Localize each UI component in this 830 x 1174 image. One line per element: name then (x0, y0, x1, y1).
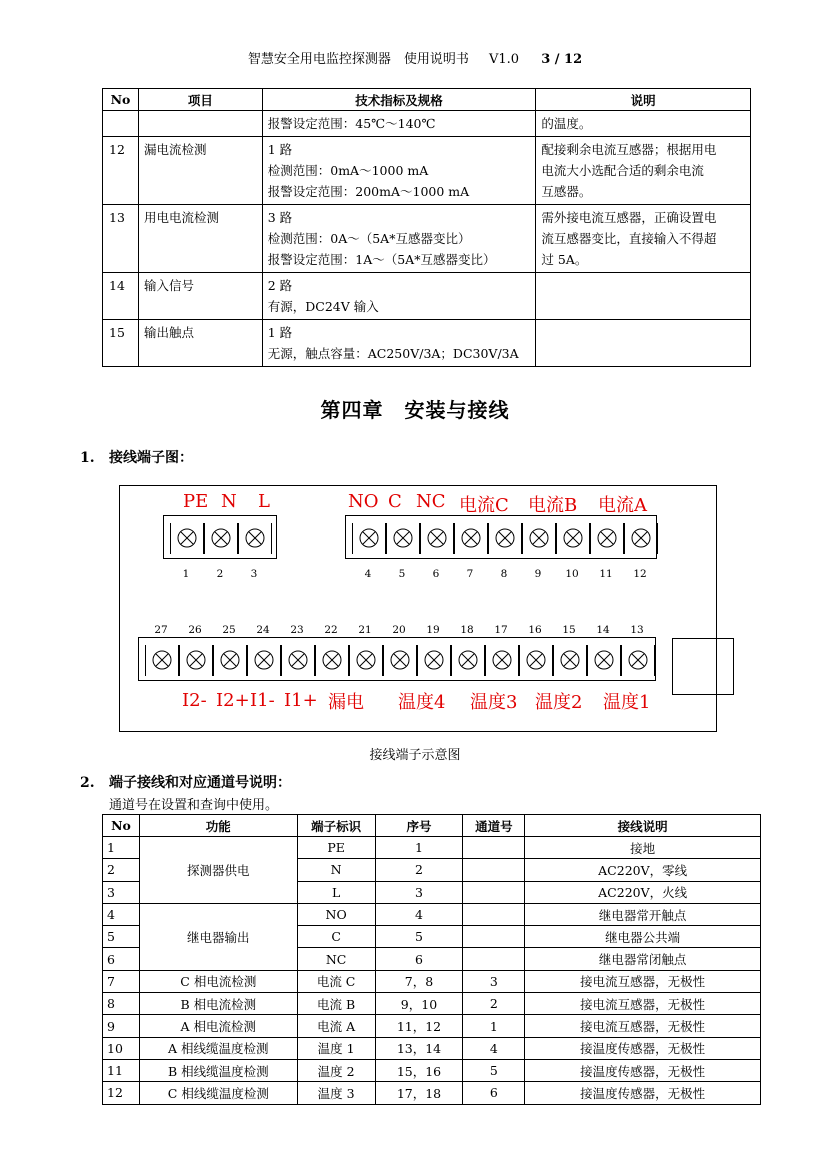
row-terminal: PE (297, 837, 375, 859)
row-function: 继电器输出 (139, 903, 297, 970)
spec-line: 检测范围：0mA～1000 mA (267, 163, 429, 178)
row-channel: 6 (463, 1082, 525, 1104)
label-i2-plus: I2+ (216, 690, 250, 711)
row-channel: 2 (463, 993, 525, 1015)
spec-detail (262, 137, 536, 205)
terminal-cell (383, 645, 417, 676)
row-channel: 5 (463, 1059, 525, 1081)
label-l: L (258, 491, 270, 512)
spec-no: 14 (103, 273, 139, 320)
terminal-cell (519, 645, 553, 676)
table-row (103, 137, 751, 205)
spec-line: 有源，DC24V 输入 (267, 299, 379, 314)
terminal-cell (247, 645, 281, 676)
terminal-number: 16 (528, 624, 542, 636)
row-channel: 1 (463, 1015, 525, 1037)
table-row (103, 111, 751, 137)
terminal-number: 5 (398, 568, 406, 580)
row-function: C 相线缆温度检测 (139, 1082, 297, 1104)
row-no: 6 (103, 948, 140, 970)
row-channel (463, 859, 525, 881)
wiring-table (102, 814, 761, 1105)
table-row (103, 1059, 761, 1081)
terminal-screw-icon (492, 650, 512, 670)
row-seq: 9，10 (375, 993, 463, 1015)
spec-note (536, 205, 751, 273)
spec-detail (262, 111, 536, 137)
spec-detail (262, 273, 536, 320)
terminal-screw-icon (529, 528, 549, 548)
row-desc: AC220V，零线 (525, 859, 761, 881)
row-desc: 继电器公共端 (525, 926, 761, 948)
row-desc: 接电流互感器，无极性 (525, 993, 761, 1015)
row-seq: 6 (375, 948, 463, 970)
row-channel: 3 (463, 970, 525, 992)
spec-item: 输入信号 (138, 273, 262, 320)
note-line: 过 5A。 (541, 252, 588, 267)
terminal-strip-top-left (163, 515, 277, 559)
terminal-cell (352, 523, 386, 554)
spec-item (138, 111, 262, 137)
row-terminal: 温度 1 (297, 1037, 375, 1059)
label-nc: NC (416, 491, 446, 512)
terminal-cell (315, 645, 349, 676)
terminal-screw-icon (245, 528, 265, 548)
row-no: 12 (103, 1082, 140, 1104)
row-function: B 相电流检测 (139, 993, 297, 1015)
terminal-screw-icon (424, 650, 444, 670)
wiring-header-no: No (103, 815, 140, 837)
page-header (0, 48, 830, 67)
terminal-screw-icon (177, 528, 197, 548)
terminal-screw-icon (356, 650, 376, 670)
row-no: 7 (103, 970, 140, 992)
row-desc: AC220V，火线 (525, 881, 761, 903)
label-n: N (221, 491, 237, 512)
row-no: 4 (103, 903, 140, 925)
terminal-cell (386, 523, 420, 554)
label-temp-3: 温度3 (470, 692, 518, 713)
label-current-b: 电流B (528, 495, 578, 516)
terminal-number: 14 (596, 624, 610, 636)
row-no: 1 (103, 837, 140, 859)
wiring-header-desc: 接线说明 (525, 815, 761, 837)
table-row (103, 837, 761, 859)
terminal-number: 7 (466, 568, 474, 580)
label-current-a: 电流A (598, 495, 647, 516)
terminal-number: 11 (599, 568, 613, 580)
note-line: 配接剩余电流互感器；根据用电 (541, 142, 717, 157)
terminal-cell (420, 523, 454, 554)
terminal-number: 24 (256, 624, 270, 636)
section-1-heading (80, 447, 193, 467)
row-no: 2 (103, 859, 140, 881)
wiring-body (103, 837, 761, 1105)
terminal-screw-icon (560, 650, 580, 670)
wiring-header-function: 功能 (139, 815, 297, 837)
spec-item: 输出触点 (138, 320, 262, 367)
terminal-screw-icon (594, 650, 614, 670)
row-desc: 继电器常闭触点 (525, 948, 761, 970)
terminal-cell (556, 523, 590, 554)
row-seq: 7，8 (375, 970, 463, 992)
row-desc: 接温度传感器，无极性 (525, 1082, 761, 1104)
section-2-heading (80, 772, 291, 792)
terminal-screw-icon (186, 650, 206, 670)
label-c: C (388, 491, 402, 512)
terminal-cell (179, 645, 213, 676)
section-2-number: 2. (80, 775, 95, 791)
spec-header-note: 说明 (536, 89, 751, 111)
row-seq: 1 (375, 837, 463, 859)
terminal-number: 4 (364, 568, 372, 580)
table-row (103, 320, 751, 367)
terminal-screw-icon (495, 528, 515, 548)
table-row (103, 970, 761, 992)
terminal-number: 10 (565, 568, 579, 580)
terminal-cell (417, 645, 451, 676)
terminal-number: 12 (633, 568, 647, 580)
table-row (103, 903, 761, 925)
terminal-diagram (119, 485, 717, 732)
terminal-screw-icon (211, 528, 231, 548)
terminal-screw-icon (597, 528, 617, 548)
row-terminal: 温度 2 (297, 1059, 375, 1081)
terminal-cell (587, 645, 621, 676)
terminal-cell (281, 645, 315, 676)
spec-line: 3 路 (267, 210, 293, 225)
table-row (103, 273, 751, 320)
label-i2-minus: I2- (182, 690, 207, 711)
section-1-number: 1. (80, 450, 95, 466)
row-terminal: NC (297, 948, 375, 970)
terminal-cell (170, 523, 204, 554)
label-no: NO (348, 491, 379, 512)
chapter-title: 第四章 安装与接线 (320, 398, 510, 422)
spec-table (102, 88, 751, 367)
terminal-number: 18 (460, 624, 474, 636)
terminal-number: 23 (290, 624, 304, 636)
terminal-screw-icon (359, 528, 379, 548)
spec-line: 1 路 (267, 142, 293, 157)
terminal-cell (204, 523, 238, 554)
label-i1-minus: I1- (250, 690, 275, 711)
terminal-cell (485, 645, 519, 676)
spec-item: 漏电流检测 (138, 137, 262, 205)
spec-note (536, 111, 751, 137)
row-terminal: N (297, 859, 375, 881)
terminal-number: 15 (562, 624, 576, 636)
section-2-subtitle: 通道号在设置和查询中使用。 (109, 798, 279, 813)
terminal-strip-top-right (345, 515, 657, 559)
row-no: 8 (103, 993, 140, 1015)
terminal-screw-icon (427, 528, 447, 548)
terminal-screw-icon (526, 650, 546, 670)
terminal-screw-icon (322, 650, 342, 670)
terminal-screw-icon (220, 650, 240, 670)
terminal-number: 19 (426, 624, 440, 636)
terminal-cell (454, 523, 488, 554)
section-1-title: 接线端子图： (109, 450, 193, 466)
terminal-number: 13 (630, 624, 644, 636)
page-number: 3 / 12 (541, 52, 583, 67)
note-line: 流互感器变比，直接输入不得超 (541, 231, 717, 246)
spec-note (536, 137, 751, 205)
terminal-screw-icon (288, 650, 308, 670)
row-terminal: 电流 A (297, 1015, 375, 1037)
spec-line: 报警设定范围：1A～（5A*互感器变比） (267, 252, 496, 267)
terminal-cell (451, 645, 485, 676)
row-no: 11 (103, 1059, 140, 1081)
spec-line: 报警设定范围：45℃～140℃ (267, 116, 436, 131)
row-channel (463, 948, 525, 970)
spec-header-spec: 技术指标及规格 (262, 89, 536, 111)
doc-title: 智慧安全用电监控探测器 使用说明书 (247, 52, 469, 67)
row-desc: 接地 (525, 837, 761, 859)
row-seq: 4 (375, 903, 463, 925)
spec-detail (262, 320, 536, 367)
row-terminal: C (297, 926, 375, 948)
spec-note (536, 273, 751, 320)
row-seq: 13，14 (375, 1037, 463, 1059)
spec-line: 检测范围：0A～（5A*互感器变比） (267, 231, 471, 246)
terminal-cell (522, 523, 556, 554)
terminal-number: 27 (154, 624, 168, 636)
terminal-number: 9 (534, 568, 542, 580)
terminal-cell (624, 523, 658, 554)
row-channel (463, 837, 525, 859)
table-row (103, 205, 751, 273)
row-channel (463, 926, 525, 948)
row-function: A 相线缆温度检测 (139, 1037, 297, 1059)
side-block (672, 638, 734, 695)
terminal-screw-icon (254, 650, 274, 670)
row-function: 探测器供电 (139, 837, 297, 904)
label-leakage: 漏电 (328, 692, 364, 713)
terminal-cell (621, 645, 655, 676)
label-i1-plus: I1+ (284, 690, 318, 711)
terminal-cell (145, 645, 179, 676)
section-2-title: 端子接线和对应通道号说明： (109, 775, 291, 791)
terminal-screw-icon (152, 650, 172, 670)
row-seq: 17，18 (375, 1082, 463, 1104)
terminal-screw-icon (631, 528, 651, 548)
terminal-number: 8 (500, 568, 508, 580)
row-desc: 接温度传感器，无极性 (525, 1059, 761, 1081)
terminal-screw-icon (563, 528, 583, 548)
note-line: 电流大小选配合适的剩余电流 (541, 163, 704, 178)
terminal-number: 6 (432, 568, 440, 580)
row-no: 3 (103, 881, 140, 903)
doc-version: V1.0 (489, 52, 520, 67)
spec-item: 用电电流检测 (138, 205, 262, 273)
terminal-screw-icon (628, 650, 648, 670)
table-row (103, 1037, 761, 1059)
row-terminal: L (297, 881, 375, 903)
row-no: 9 (103, 1015, 140, 1037)
diagram-caption: 接线端子示意图 (369, 748, 461, 763)
row-terminal: 电流 B (297, 993, 375, 1015)
terminal-cell (488, 523, 522, 554)
spec-no: 12 (103, 137, 139, 205)
spec-line: 2 路 (267, 278, 293, 293)
terminal-number: 2 (216, 568, 224, 580)
row-channel: 4 (463, 1037, 525, 1059)
spec-header-row (103, 89, 751, 111)
row-seq: 11，12 (375, 1015, 463, 1037)
row-terminal: 电流 C (297, 970, 375, 992)
row-function: C 相电流检测 (139, 970, 297, 992)
terminal-cell (553, 645, 587, 676)
row-no: 10 (103, 1037, 140, 1059)
label-current-c: 电流C (459, 495, 509, 516)
terminal-number: 3 (250, 568, 258, 580)
row-function: A 相电流检测 (139, 1015, 297, 1037)
terminal-screw-icon (458, 650, 478, 670)
wiring-header-seq: 序号 (375, 815, 463, 837)
terminal-number: 17 (494, 624, 508, 636)
spec-no: 13 (103, 205, 139, 273)
wiring-header-terminal: 端子标识 (297, 815, 375, 837)
spec-line: 1 路 (267, 325, 293, 340)
label-temp-4: 温度4 (398, 692, 446, 713)
terminal-screw-icon (393, 528, 413, 548)
terminal-cell (590, 523, 624, 554)
terminal-number: 25 (222, 624, 236, 636)
label-temp-2: 温度2 (535, 692, 583, 713)
spec-line: 报警设定范围：200mA～1000 mA (267, 184, 470, 199)
spec-no: 15 (103, 320, 139, 367)
terminal-number: 26 (188, 624, 202, 636)
row-terminal: NO (297, 903, 375, 925)
note-line: 的温度。 (541, 116, 592, 131)
row-seq: 3 (375, 881, 463, 903)
label-pe: PE (183, 491, 209, 512)
note-line: 互感器。 (541, 184, 592, 199)
row-seq: 5 (375, 926, 463, 948)
spec-detail (262, 205, 536, 273)
row-desc: 接电流互感器，无极性 (525, 1015, 761, 1037)
row-desc: 接温度传感器，无极性 (525, 1037, 761, 1059)
row-desc: 继电器常开触点 (525, 903, 761, 925)
row-seq: 2 (375, 859, 463, 881)
label-temp-1: 温度1 (603, 692, 651, 713)
note-line: 需外接电流互感器，正确设置电 (541, 210, 717, 225)
spec-header-item: 项目 (138, 89, 262, 111)
row-channel (463, 881, 525, 903)
terminal-cell (213, 645, 247, 676)
table-row (103, 1015, 761, 1037)
row-desc: 接电流互感器，无极性 (525, 970, 761, 992)
terminal-number: 22 (324, 624, 338, 636)
table-row (103, 993, 761, 1015)
terminal-screw-icon (461, 528, 481, 548)
wiring-header-row (103, 815, 761, 837)
terminal-cell (349, 645, 383, 676)
row-channel (463, 903, 525, 925)
table-row (103, 1082, 761, 1104)
row-terminal: 温度 3 (297, 1082, 375, 1104)
terminal-number: 1 (182, 568, 190, 580)
spec-header-no: No (103, 89, 139, 111)
spec-line: 无源，触点容量：AC250V/3A；DC30V/3A (267, 346, 519, 361)
wiring-header-channel: 通道号 (463, 815, 525, 837)
terminal-number: 21 (358, 624, 372, 636)
row-function: B 相线缆温度检测 (139, 1059, 297, 1081)
terminal-number: 20 (392, 624, 406, 636)
spec-no (103, 111, 139, 137)
spec-note (536, 320, 751, 367)
terminal-cell (238, 523, 272, 554)
row-no: 5 (103, 926, 140, 948)
row-seq: 15，16 (375, 1059, 463, 1081)
terminal-screw-icon (390, 650, 410, 670)
terminal-strip-bottom (138, 637, 656, 681)
